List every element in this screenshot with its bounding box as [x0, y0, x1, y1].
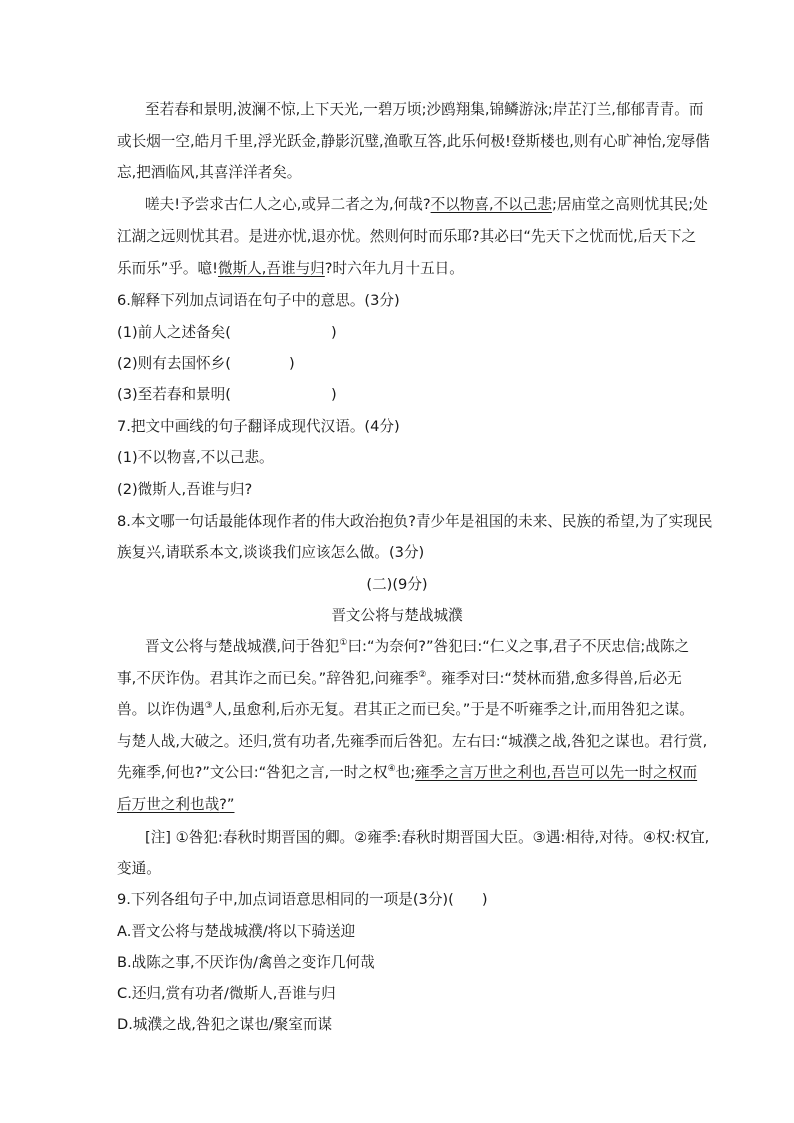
text: )	[481, 891, 488, 908]
passage-title	[117, 607, 677, 625]
question-6-item-1	[117, 324, 677, 342]
underlined-sentence: 雍季之言万世之利也,吾岂可以先一时之权而	[415, 764, 698, 781]
question-7-item-2	[117, 481, 677, 499]
text: )	[330, 386, 337, 403]
text: D.城濮之战,咎犯之谋也/聚室而谋	[117, 1016, 333, 1033]
text: ?”	[219, 796, 235, 813]
text: 。雍季对曰:“焚林而猎,愈多得兽,后必无	[426, 670, 682, 687]
question-7-item-1	[117, 449, 677, 467]
passage2-line	[145, 638, 690, 656]
footnote-marker: ②	[418, 670, 427, 681]
passage1-line	[117, 164, 677, 182]
underlined-sentence: 不以物喜,不以己悲	[430, 196, 552, 213]
text: (3)至若春和景明(	[117, 386, 231, 403]
question-8-line	[117, 544, 677, 562]
passage2-line	[117, 796, 677, 814]
question-6-title	[117, 292, 677, 310]
text: 或长烟一空,皓月千里,浮光跃金,静影沉璧,渔歌互答,此乐何极!登斯楼也,则有心旷神怡,宠辱偕	[117, 133, 710, 150]
text: 9.下列各组句子中,加点词语意思相同的一项是(3分)(	[117, 891, 454, 908]
question-7-title	[117, 418, 677, 436]
question-6-item-3	[117, 386, 677, 404]
text: ;居庙堂之高则忧其民;处	[551, 196, 708, 213]
text: B.战陈之事,不厌诈伪/禽兽之变诈几何哉	[117, 954, 375, 971]
text: 与楚人战,大破之。还归,赏有功者,先雍季而后咎犯。左右曰:“城濮之战,咎犯之谋也。君行赏,	[117, 733, 708, 750]
text: (2)微斯人,吾谁与归?	[117, 481, 253, 498]
text: 忘,把酒临风,其喜洋洋者矣。	[117, 164, 302, 181]
option-c[interactable]	[117, 985, 677, 1003]
passage2-line	[117, 670, 682, 688]
text: 晋文公将与楚战城濮	[331, 607, 463, 624]
text: 乐而乐”乎。噫!	[117, 260, 218, 277]
footnote-marker: ①	[339, 638, 348, 649]
footnote-marker: ④	[387, 764, 396, 775]
passage1-line	[117, 228, 697, 246]
option-b[interactable]	[117, 954, 677, 972]
text: 也;	[395, 764, 416, 781]
text: 事,不厌诈伪。君其诈之而已矣。”辞咎犯,问雍季	[117, 670, 419, 687]
text: 8.本文哪一句话最能体现作者的伟大政治抱负?青少年是祖国的未来、民族的希望,为了实现民	[117, 513, 713, 530]
text: 曰:“为奈何?”咎犯曰:“仁义之事,君子不厌忠信;战陈之	[347, 638, 690, 655]
text: 至若春和景明,波澜不惊,上下天光,一碧万顷;沙鸥翔集,锦鳞游泳;岸芷汀兰,郁郁青青。而	[145, 101, 704, 118]
text: (2)则有去国怀乡(	[117, 355, 231, 372]
text: )	[288, 355, 295, 372]
text: 嗟夫!予尝求古仁人之心,或异二者之为,何哉?	[145, 196, 431, 213]
option-a[interactable]	[117, 923, 677, 941]
text: C.还归,赏有功者/微斯人,吾谁与归	[117, 985, 336, 1002]
passage1-line	[117, 260, 677, 278]
text: 晋文公将与楚战城濮,问于咎犯	[145, 638, 340, 655]
text: (1)不以物喜,不以己悲。	[117, 449, 274, 466]
passage1-line	[117, 133, 710, 151]
question-8-line	[117, 513, 713, 531]
passage2-line	[117, 733, 708, 751]
passage2-line	[117, 764, 698, 782]
text: 变通。	[117, 860, 161, 877]
text: A.晋文公将与楚战城濮/将以下骑送迎	[117, 923, 356, 940]
text: [注] ①咎犯:春秋时期晋国的卿。②雍季:春秋时期晋国大臣。③遇:相待,对待。④权:权宜,	[145, 829, 710, 846]
option-d[interactable]	[117, 1016, 677, 1034]
text: 7.把文中画线的句子翻译成现代汉语。(4分)	[117, 418, 400, 435]
underlined-sentence: 微斯人,吾谁与归	[217, 260, 325, 277]
section-heading	[117, 576, 677, 594]
passage2-line	[117, 701, 694, 719]
text: 族复兴,请联系本文,谈谈我们应该怎么做。(3分)	[117, 544, 425, 561]
question-6-item-2	[117, 355, 677, 373]
text: (二)(9分)	[366, 576, 428, 593]
passage1-line	[145, 101, 704, 119]
notes-line	[117, 860, 677, 878]
text: (1)前人之述备矣(	[117, 324, 231, 341]
text: 先雍季,何也?”文公曰:“咎犯之言,一时之权	[117, 764, 388, 781]
text: ?时六年九月十五日。	[324, 260, 464, 277]
passage1-line	[145, 196, 708, 214]
text: 人,虽愈利,后亦无复。君其正之而已矣。”于是不听雍季之计,而用咎犯之谋。	[212, 701, 694, 718]
text: 6.解释下列加点词语在句子中的意思。(3分)	[117, 292, 400, 309]
footnote-marker: ③	[204, 701, 213, 712]
text: 兽。以诈伪遇	[117, 701, 205, 718]
notes-line	[145, 829, 710, 847]
text: 江湖之远则忧其君。是进亦忧,退亦忧。然则何时而乐耶?其必曰“先天下之忧而忧,后天下之	[117, 228, 697, 245]
text: )	[330, 324, 337, 341]
underlined-sentence: 后万世之利也哉	[117, 796, 220, 813]
question-9-title	[117, 891, 677, 909]
